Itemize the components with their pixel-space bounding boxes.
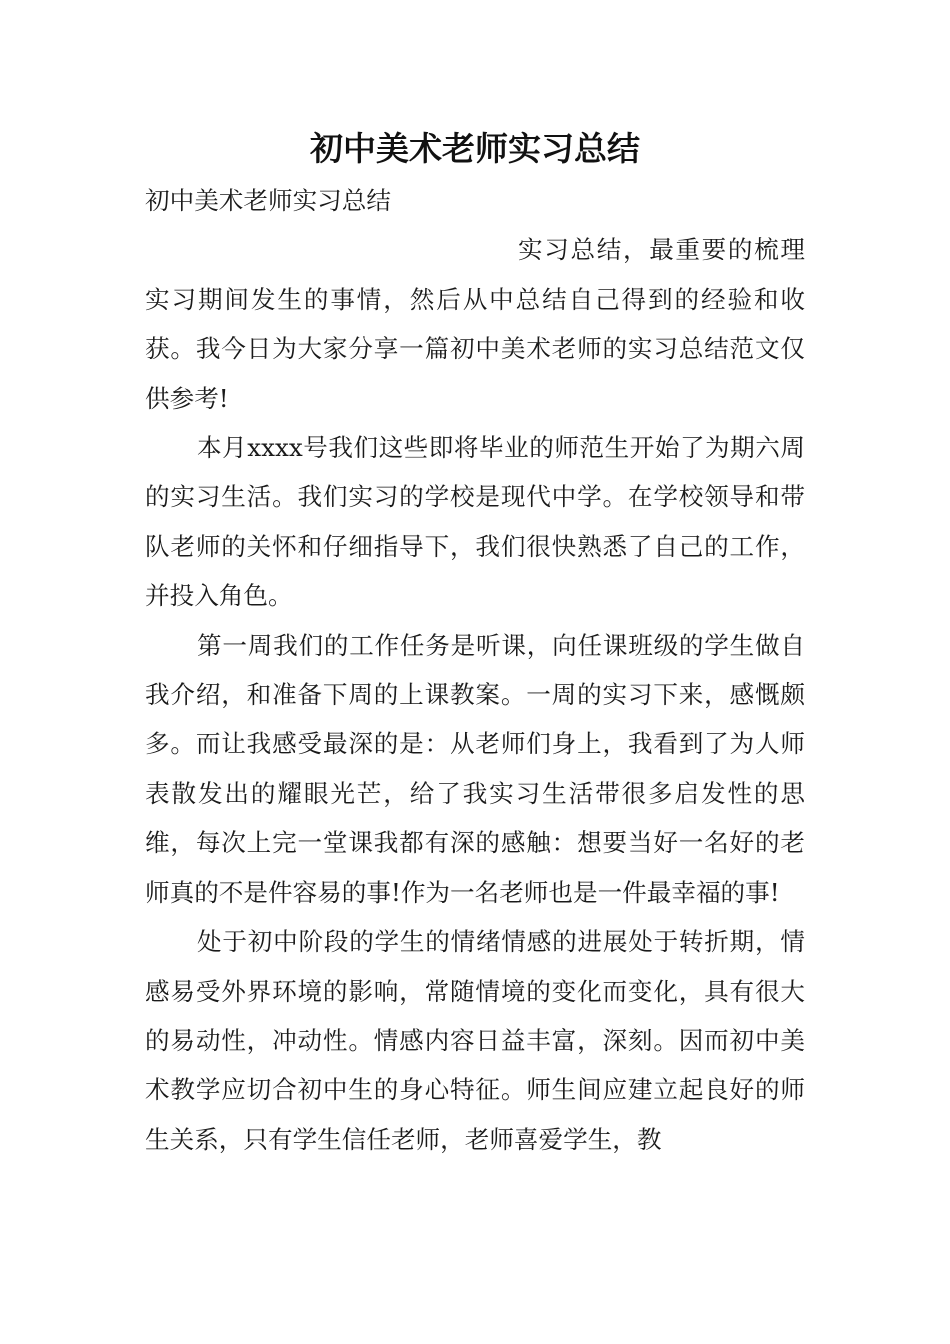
paragraph-3: 处于初中阶段的学生的情绪情感的进展处于转折期，情感易受外界环境的影响，常随情境的变化而变化，具有很大的易动性，冲动性。情感内容日益丰富，深刻。因而初中美术教学应切合初中生的身心特征。师生间应建立起良好的师生关系，只有学生信任老师，老师喜爱学生，教 [145, 927, 805, 1154]
paragraph-2: 第一周我们的工作任务是听课，向任课班级的学生做自我介绍，和准备下周的上课教案。一周的实习下来，感慨颇多。而让我感受最深的是：从老师们身上，我看到了为人师表散发出的耀眼光芒，给了我实习生活带很多启发性的思维，每次上完一堂课我都有深的感触：想要当好一名好的老师真的不是件容易的事!作为一名老师也是一件最幸福的事! [145, 630, 805, 907]
paragraph-intro: 实习总结，最重要的梳理实习期间发生的事情，然后从中总结自己得到的经验和收获。我今日为大家分享一篇初中美术老师的实习总结范文仅供参考! [145, 235, 805, 413]
document-body [145, 176, 805, 1164]
document-subtitle: 初中美术老师实习总结 [145, 186, 391, 215]
document-title: 初中美术老师实习总结 [310, 129, 640, 168]
paragraph-1: 本月xxxx号我们这些即将毕业的师范生开始了为期六周的实习生活。我们实习的学校是现代中学。在学校领导和带队老师的关怀和仔细指导下，我们很快熟悉了自己的工作，并投入角色。 [145, 433, 805, 611]
